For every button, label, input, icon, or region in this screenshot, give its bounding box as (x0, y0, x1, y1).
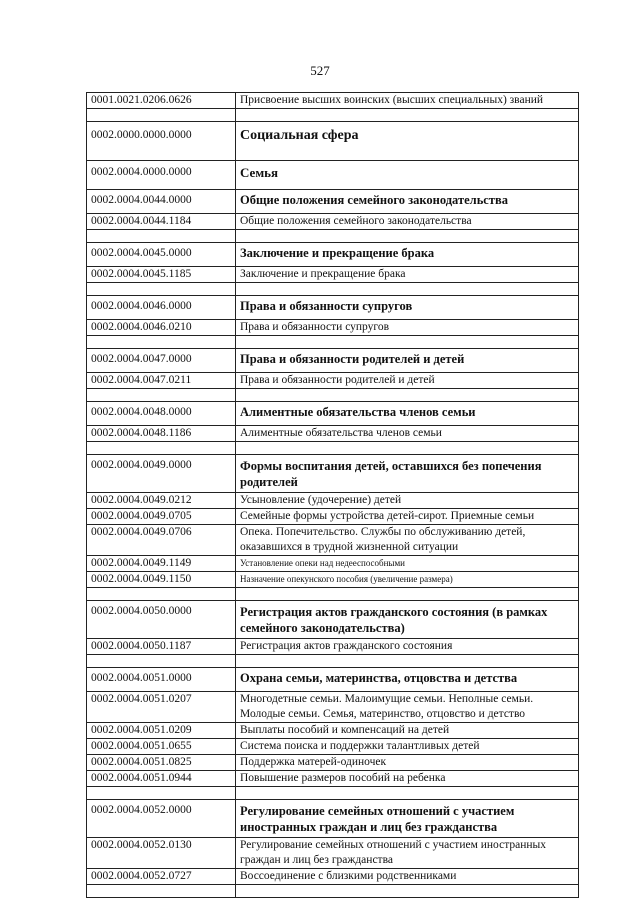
table-row-empty (87, 655, 579, 668)
row-name: Опека. Попечительство. Службы по обслуживанию детей, оказавшихся в трудной жизненной ситуации (236, 525, 579, 556)
row-code: 0002.0004.0052.0130 (87, 838, 236, 869)
row-code: 0002.0004.0050.0000 (87, 601, 236, 639)
row-name: Поддержка матерей-одиночек (236, 755, 579, 771)
row-name: Заключение и прекращение брака (236, 243, 579, 267)
row-name (236, 588, 579, 601)
row-code: 0002.0004.0049.0212 (87, 493, 236, 509)
row-name: Регистрация актов гражданского состояния (в рамках семейного законодательства) (236, 601, 579, 639)
row-code: 0002.0004.0051.0825 (87, 755, 236, 771)
row-name (236, 655, 579, 668)
row-code: 0002.0004.0048.1186 (87, 426, 236, 442)
row-name: Многодетные семьи. Малоимущие семьи. Неполные семьи. Молодые семьи. Семья, материнство, отцовство и детство (236, 692, 579, 723)
row-name: Общие положения семейного законодательства (236, 190, 579, 214)
row-name (236, 230, 579, 243)
row-name: Алиментные обязательства членов семьи (236, 426, 579, 442)
row-code (87, 336, 236, 349)
row-name (236, 442, 579, 455)
row-name: Права и обязанности супругов (236, 296, 579, 320)
row-name (236, 336, 579, 349)
row-code: 0002.0004.0049.1150 (87, 572, 236, 588)
table-row (87, 525, 579, 556)
row-code (87, 588, 236, 601)
table-row-heading (87, 190, 579, 214)
row-name: Права и обязанности родителей и детей (236, 373, 579, 389)
row-code: 0002.0004.0047.0211 (87, 373, 236, 389)
table-row-heading (87, 243, 579, 267)
row-name (236, 283, 579, 296)
row-name: Социальная сфера (236, 122, 579, 161)
row-code (87, 109, 236, 122)
row-code: 0002.0000.0000.0000 (87, 122, 236, 161)
table-row-heading (87, 296, 579, 320)
table-row-heading (87, 668, 579, 692)
row-code (87, 885, 236, 898)
table-row (87, 267, 579, 283)
table-row-empty (87, 885, 579, 898)
row-code (87, 442, 236, 455)
row-name: Повышение размеров пособий на ребенка (236, 771, 579, 787)
row-name (236, 787, 579, 800)
row-name: Семейные формы устройства детей-сирот. Приемные семьи (236, 509, 579, 525)
row-code: 0002.0004.0050.1187 (87, 639, 236, 655)
row-name: Общие положения семейного законодательства (236, 214, 579, 230)
row-name: Права и обязанности родителей и детей (236, 349, 579, 373)
table-row (87, 572, 579, 588)
row-code: 0002.0004.0051.0655 (87, 739, 236, 755)
row-code (87, 655, 236, 668)
table-row (87, 771, 579, 787)
row-name: Присвоение высших воинских (высших специальных) званий (236, 93, 579, 109)
row-code: 0002.0004.0047.0000 (87, 349, 236, 373)
table-row (87, 426, 579, 442)
table-row (87, 373, 579, 389)
table-row-heading (87, 800, 579, 838)
table-row-heading (87, 455, 579, 493)
row-code (87, 389, 236, 402)
row-code: 0001.0021.0206.0626 (87, 93, 236, 109)
row-name: Регулирование семейных отношений с участием иностранных граждан и лиц без гражданства (236, 800, 579, 838)
table-row-section (87, 161, 579, 190)
row-code (87, 230, 236, 243)
row-code: 0002.0004.0044.0000 (87, 190, 236, 214)
row-code: 0002.0004.0048.0000 (87, 402, 236, 426)
table-row (87, 93, 579, 109)
row-code (87, 787, 236, 800)
table-row-empty (87, 787, 579, 800)
table-row-empty (87, 389, 579, 402)
row-name: Регистрация актов гражданского состояния (236, 639, 579, 655)
row-code: 0002.0004.0000.0000 (87, 161, 236, 190)
row-name (236, 885, 579, 898)
table-row-heading (87, 601, 579, 639)
table-row (87, 320, 579, 336)
table-row-empty (87, 283, 579, 296)
table-row-empty (87, 230, 579, 243)
row-name: Система поиска и поддержки талантливых детей (236, 739, 579, 755)
row-name: Назначение опекунского пособия (увеличение размера) (236, 572, 579, 588)
row-code: 0002.0004.0052.0727 (87, 869, 236, 885)
table-row-empty (87, 588, 579, 601)
table-row-empty (87, 442, 579, 455)
row-code: 0002.0004.0051.0209 (87, 723, 236, 739)
row-code: 0002.0004.0045.1185 (87, 267, 236, 283)
row-code: 0002.0004.0051.0944 (87, 771, 236, 787)
table-row (87, 692, 579, 723)
table-row-heading (87, 402, 579, 426)
table-row (87, 755, 579, 771)
table-row-section (87, 122, 579, 161)
row-name: Усыновление (удочерение) детей (236, 493, 579, 509)
table-row-empty (87, 336, 579, 349)
table-row (87, 869, 579, 885)
row-name: Семья (236, 161, 579, 190)
row-name: Выплаты пособий и компенсаций на детей (236, 723, 579, 739)
table-row (87, 639, 579, 655)
row-name: Алиментные обязательства членов семьи (236, 402, 579, 426)
row-name (236, 109, 579, 122)
table-row (87, 214, 579, 230)
row-name: Заключение и прекращение брака (236, 267, 579, 283)
row-code: 0002.0004.0052.0000 (87, 800, 236, 838)
row-code: 0002.0004.0051.0000 (87, 668, 236, 692)
classifier-table (86, 92, 579, 898)
row-code: 0002.0004.0049.0706 (87, 525, 236, 556)
row-name: Права и обязанности супругов (236, 320, 579, 336)
table-row (87, 493, 579, 509)
row-code: 0002.0004.0045.0000 (87, 243, 236, 267)
row-name: Охрана семьи, материнства, отцовства и детства (236, 668, 579, 692)
row-code: 0002.0004.0049.1149 (87, 556, 236, 572)
table-row (87, 723, 579, 739)
row-name: Формы воспитания детей, оставшихся без попечения родителей (236, 455, 579, 493)
row-name: Регулирование семейных отношений с участием иностранных граждан и лиц без гражданства (236, 838, 579, 869)
row-name: Воссоединение с близкими родственниками (236, 869, 579, 885)
row-code: 0002.0004.0049.0000 (87, 455, 236, 493)
row-code: 0002.0004.0049.0705 (87, 509, 236, 525)
table-row (87, 838, 579, 869)
table-row-heading (87, 349, 579, 373)
table-row (87, 509, 579, 525)
row-name (236, 389, 579, 402)
page-number: 527 (310, 63, 330, 78)
row-code: 0002.0004.0044.1184 (87, 214, 236, 230)
row-code: 0002.0004.0051.0207 (87, 692, 236, 723)
table-row (87, 739, 579, 755)
table-row (87, 556, 579, 572)
row-code: 0002.0004.0046.0210 (87, 320, 236, 336)
row-name: Установление опеки над недееспособными (236, 556, 579, 572)
row-code (87, 283, 236, 296)
table-row-empty (87, 109, 579, 122)
row-code: 0002.0004.0046.0000 (87, 296, 236, 320)
